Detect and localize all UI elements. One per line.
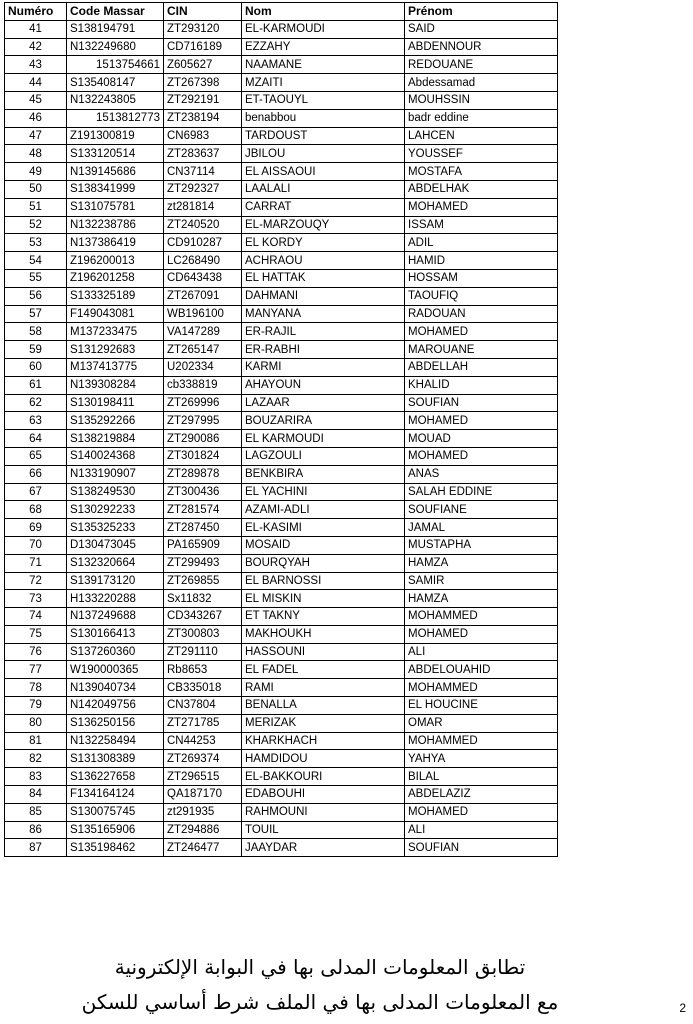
cell-prenom: RADOUAN <box>405 305 558 323</box>
table-row <box>5 519 558 537</box>
cell-code-massar: S139173120 <box>67 572 164 590</box>
cell-numero: 57 <box>5 305 67 323</box>
cell-prenom: HAMZA <box>405 590 558 608</box>
cell-numero: 50 <box>5 180 67 198</box>
cell-numero: 68 <box>5 501 67 519</box>
cell-cin: PA165909 <box>164 536 242 554</box>
cell-nom: AHAYOUN <box>242 376 405 394</box>
cell-prenom: HAMZA <box>405 554 558 572</box>
cell-numero: 44 <box>5 74 67 92</box>
cell-code-massar: N132249680 <box>67 38 164 56</box>
cell-code-massar: S135198462 <box>67 839 164 857</box>
table-row <box>5 394 558 412</box>
cell-code-massar: S136227658 <box>67 768 164 786</box>
cell-nom: RAHMOUNI <box>242 803 405 821</box>
cell-numero: 66 <box>5 465 67 483</box>
cell-cin: WB196100 <box>164 305 242 323</box>
table-row <box>5 821 558 839</box>
table-header <box>5 3 558 21</box>
cell-numero: 60 <box>5 358 67 376</box>
cell-code-massar: W190000365 <box>67 661 164 679</box>
cell-nom: EL FADEL <box>242 661 405 679</box>
cell-numero: 67 <box>5 483 67 501</box>
cell-code-massar: F134164124 <box>67 786 164 804</box>
cell-prenom: MOHAMED <box>405 412 558 430</box>
cell-cin: ZT267398 <box>164 74 242 92</box>
cell-cin: ZT292191 <box>164 91 242 109</box>
cell-nom: ET-TAOUYL <box>242 91 405 109</box>
cell-numero: 56 <box>5 287 67 305</box>
table-body <box>5 20 558 856</box>
cell-numero: 85 <box>5 803 67 821</box>
header-code-massar: Code Massar <box>67 3 164 21</box>
notice-line-2: مع المعلومات المدلى بها في الملف شرط أساسي للسكن <box>81 990 559 1014</box>
cell-code-massar: S138341999 <box>67 180 164 198</box>
cell-prenom: ISSAM <box>405 216 558 234</box>
header-prenom: Prénom <box>405 3 558 21</box>
table-row <box>5 768 558 786</box>
cell-prenom: JAMAL <box>405 519 558 537</box>
cell-numero: 78 <box>5 679 67 697</box>
cell-nom: MOSAID <box>242 536 405 554</box>
cell-numero: 52 <box>5 216 67 234</box>
cell-code-massar: F149043081 <box>67 305 164 323</box>
table-row <box>5 145 558 163</box>
cell-numero: 59 <box>5 341 67 359</box>
page-number: 2 <box>679 1001 686 1015</box>
cell-numero: 46 <box>5 109 67 127</box>
cell-numero: 41 <box>5 20 67 38</box>
cell-nom: EZZAHY <box>242 38 405 56</box>
cell-nom: benabbou <box>242 109 405 127</box>
cell-code-massar: 1513812773 <box>67 109 164 127</box>
cell-nom: EL HATTAK <box>242 269 405 287</box>
cell-nom: EL-BAKKOURI <box>242 768 405 786</box>
cell-cin: zt281814 <box>164 198 242 216</box>
table-row <box>5 269 558 287</box>
table-row <box>5 305 558 323</box>
cell-numero: 65 <box>5 447 67 465</box>
cell-numero: 79 <box>5 697 67 715</box>
table-row <box>5 74 558 92</box>
cell-numero: 80 <box>5 714 67 732</box>
cell-code-massar: 1513754661 <box>67 56 164 74</box>
table-row <box>5 608 558 626</box>
cell-code-massar: S130166413 <box>67 625 164 643</box>
table-row <box>5 447 558 465</box>
cell-numero: 45 <box>5 91 67 109</box>
cell-code-massar: N132243805 <box>67 91 164 109</box>
table-row <box>5 714 558 732</box>
cell-nom: EL-KARMOUDI <box>242 20 405 38</box>
cell-cin: Sx11832 <box>164 590 242 608</box>
cell-numero: 58 <box>5 323 67 341</box>
cell-cin: ZT281574 <box>164 501 242 519</box>
table-row <box>5 358 558 376</box>
cell-numero: 48 <box>5 145 67 163</box>
table-row <box>5 483 558 501</box>
cell-nom: NAAMANE <box>242 56 405 74</box>
cell-cin: ZT290086 <box>164 430 242 448</box>
cell-code-massar: N142049756 <box>67 697 164 715</box>
cell-cin: ZT287450 <box>164 519 242 537</box>
table-row <box>5 127 558 145</box>
cell-numero: 74 <box>5 608 67 626</box>
cell-nom: EL-MARZOUQY <box>242 216 405 234</box>
cell-code-massar: N139145686 <box>67 163 164 181</box>
cell-prenom: badr eddine <box>405 109 558 127</box>
cell-prenom: HOSSAM <box>405 269 558 287</box>
cell-prenom: MOHAMED <box>405 323 558 341</box>
table-row <box>5 590 558 608</box>
cell-cin: ZT240520 <box>164 216 242 234</box>
cell-code-massar: S131308389 <box>67 750 164 768</box>
cell-numero: 72 <box>5 572 67 590</box>
table-row <box>5 732 558 750</box>
cell-prenom: ABDELOUAHID <box>405 661 558 679</box>
table-row <box>5 38 558 56</box>
cell-nom: TOUIL <box>242 821 405 839</box>
cell-nom: MERIZAK <box>242 714 405 732</box>
table-row <box>5 234 558 252</box>
cell-cin: ZT271785 <box>164 714 242 732</box>
cell-code-massar: N132258494 <box>67 732 164 750</box>
cell-cin: ZT301824 <box>164 447 242 465</box>
cell-code-massar: S131075781 <box>67 198 164 216</box>
table-row <box>5 554 558 572</box>
cell-numero: 69 <box>5 519 67 537</box>
cell-code-massar: N137386419 <box>67 234 164 252</box>
cell-prenom: SOUFIAN <box>405 394 558 412</box>
cell-code-massar: S138249530 <box>67 483 164 501</box>
cell-numero: 53 <box>5 234 67 252</box>
cell-nom: LAGZOULI <box>242 447 405 465</box>
cell-prenom: MOSTAFA <box>405 163 558 181</box>
cell-prenom: ABDENNOUR <box>405 38 558 56</box>
cell-cin: ZT300436 <box>164 483 242 501</box>
cell-cin: zt291935 <box>164 803 242 821</box>
cell-cin: ZT246477 <box>164 839 242 857</box>
cell-numero: 42 <box>5 38 67 56</box>
cell-cin: CD716189 <box>164 38 242 56</box>
table-row <box>5 252 558 270</box>
cell-code-massar: S135325233 <box>67 519 164 537</box>
cell-prenom: SAMIR <box>405 572 558 590</box>
cell-nom: KARMI <box>242 358 405 376</box>
cell-numero: 81 <box>5 732 67 750</box>
cell-nom: BENKBIRA <box>242 465 405 483</box>
cell-prenom: OMAR <box>405 714 558 732</box>
cell-nom: BENALLA <box>242 697 405 715</box>
cell-prenom: ANAS <box>405 465 558 483</box>
cell-prenom: SALAH EDDINE <box>405 483 558 501</box>
cell-prenom: MOHAMED <box>405 803 558 821</box>
cell-numero: 83 <box>5 768 67 786</box>
cell-nom: JBILOU <box>242 145 405 163</box>
header-numero: Numéro <box>5 3 67 21</box>
cell-code-massar: Z191300819 <box>67 127 164 145</box>
cell-numero: 43 <box>5 56 67 74</box>
cell-code-massar: S130075745 <box>67 803 164 821</box>
cell-code-massar: M137233475 <box>67 323 164 341</box>
table-row <box>5 572 558 590</box>
cell-cin: CD343267 <box>164 608 242 626</box>
cell-numero: 64 <box>5 430 67 448</box>
cell-nom: BOURQYAH <box>242 554 405 572</box>
table-row <box>5 839 558 857</box>
cell-prenom: ALI <box>405 821 558 839</box>
cell-nom: ER-RABHI <box>242 341 405 359</box>
table-row <box>5 163 558 181</box>
cell-cin: ZT294886 <box>164 821 242 839</box>
cell-cin: CN44253 <box>164 732 242 750</box>
cell-cin: Z605627 <box>164 56 242 74</box>
cell-prenom: REDOUANE <box>405 56 558 74</box>
cell-numero: 86 <box>5 821 67 839</box>
cell-cin: ZT283637 <box>164 145 242 163</box>
cell-prenom: MAROUANE <box>405 341 558 359</box>
cell-numero: 47 <box>5 127 67 145</box>
table-row <box>5 180 558 198</box>
cell-cin: ZT293120 <box>164 20 242 38</box>
cell-numero: 71 <box>5 554 67 572</box>
header-row <box>5 3 558 21</box>
cell-cin: ZT300803 <box>164 625 242 643</box>
cell-cin: ZT296515 <box>164 768 242 786</box>
cell-code-massar: S136250156 <box>67 714 164 732</box>
cell-cin: cb338819 <box>164 376 242 394</box>
cell-numero: 54 <box>5 252 67 270</box>
cell-nom: RAMI <box>242 679 405 697</box>
cell-numero: 82 <box>5 750 67 768</box>
cell-nom: LAALALI <box>242 180 405 198</box>
cell-prenom: MOHAMMED <box>405 608 558 626</box>
cell-nom: MAKHOUKH <box>242 625 405 643</box>
table-row <box>5 786 558 804</box>
cell-numero: 75 <box>5 625 67 643</box>
cell-code-massar: S138194791 <box>67 20 164 38</box>
cell-code-massar: S135165906 <box>67 821 164 839</box>
cell-cin: CD643438 <box>164 269 242 287</box>
cell-prenom: MOUAD <box>405 430 558 448</box>
cell-numero: 63 <box>5 412 67 430</box>
table-row <box>5 643 558 661</box>
cell-nom: LAZAAR <box>242 394 405 412</box>
table-row <box>5 661 558 679</box>
cell-numero: 84 <box>5 786 67 804</box>
cell-prenom: BILAL <box>405 768 558 786</box>
cell-code-massar: M137413775 <box>67 358 164 376</box>
cell-prenom: ABDELLAH <box>405 358 558 376</box>
cell-numero: 73 <box>5 590 67 608</box>
cell-cin: ZT269996 <box>164 394 242 412</box>
table-row <box>5 465 558 483</box>
cell-code-massar: S131292683 <box>67 341 164 359</box>
cell-prenom: ALI <box>405 643 558 661</box>
table-row <box>5 56 558 74</box>
cell-nom: TARDOUST <box>242 127 405 145</box>
cell-nom: AZAMI-ADLI <box>242 501 405 519</box>
cell-cin: U202334 <box>164 358 242 376</box>
cell-prenom: SOUFIANE <box>405 501 558 519</box>
cell-code-massar: S137260360 <box>67 643 164 661</box>
cell-numero: 70 <box>5 536 67 554</box>
cell-nom: DAHMANI <box>242 287 405 305</box>
cell-nom: EL BARNOSSI <box>242 572 405 590</box>
cell-numero: 77 <box>5 661 67 679</box>
cell-prenom: MOHAMMED <box>405 732 558 750</box>
table-row <box>5 750 558 768</box>
cell-prenom: SAID <box>405 20 558 38</box>
cell-code-massar: S138219884 <box>67 430 164 448</box>
cell-cin: ZT289878 <box>164 465 242 483</box>
cell-cin: CN6983 <box>164 127 242 145</box>
table-row <box>5 501 558 519</box>
cell-nom: EL YACHINI <box>242 483 405 501</box>
table-row <box>5 803 558 821</box>
cell-nom: MZAITI <box>242 74 405 92</box>
header-nom: Nom <box>242 3 405 21</box>
cell-prenom: EL HOUCINE <box>405 697 558 715</box>
cell-prenom: MOHAMED <box>405 198 558 216</box>
cell-numero: 49 <box>5 163 67 181</box>
table-row <box>5 697 558 715</box>
notice-line-1: تطابق المعلومات المدلى بها في البوابة الإلكترونية <box>114 955 526 979</box>
cell-code-massar: S135292266 <box>67 412 164 430</box>
cell-code-massar: S130292233 <box>67 501 164 519</box>
table-row <box>5 536 558 554</box>
cell-code-massar: S140024368 <box>67 447 164 465</box>
student-table <box>4 2 558 857</box>
cell-nom: KHARKHACH <box>242 732 405 750</box>
table-row <box>5 376 558 394</box>
cell-prenom: ADIL <box>405 234 558 252</box>
cell-prenom: TAOUFIQ <box>405 287 558 305</box>
table-row <box>5 341 558 359</box>
table-row <box>5 625 558 643</box>
cell-nom: EL KARMOUDI <box>242 430 405 448</box>
table-row <box>5 412 558 430</box>
cell-code-massar: S132320664 <box>67 554 164 572</box>
cell-nom: EDABOUHI <box>242 786 405 804</box>
cell-cin: CN37114 <box>164 163 242 181</box>
table-row <box>5 198 558 216</box>
cell-nom: BOUZARIRA <box>242 412 405 430</box>
cell-prenom: ABDELHAK <box>405 180 558 198</box>
cell-prenom: YAHYA <box>405 750 558 768</box>
cell-numero: 51 <box>5 198 67 216</box>
table-row <box>5 287 558 305</box>
cell-code-massar: S133325189 <box>67 287 164 305</box>
cell-cin: ZT292327 <box>164 180 242 198</box>
cell-cin: ZT265147 <box>164 341 242 359</box>
cell-numero: 55 <box>5 269 67 287</box>
cell-cin: ZT267091 <box>164 287 242 305</box>
cell-numero: 62 <box>5 394 67 412</box>
cell-numero: 76 <box>5 643 67 661</box>
cell-prenom: MOHAMMED <box>405 679 558 697</box>
cell-cin: ZT299493 <box>164 554 242 572</box>
cell-nom: EL-KASIMI <box>242 519 405 537</box>
cell-cin: ZT291110 <box>164 643 242 661</box>
cell-prenom: Abdessamad <box>405 74 558 92</box>
cell-prenom: MOUHSSIN <box>405 91 558 109</box>
cell-cin: ZT297995 <box>164 412 242 430</box>
cell-prenom: YOUSSEF <box>405 145 558 163</box>
cell-code-massar: D130473045 <box>67 536 164 554</box>
cell-code-massar: N137249688 <box>67 608 164 626</box>
cell-cin: ZT269374 <box>164 750 242 768</box>
cell-numero: 87 <box>5 839 67 857</box>
cell-nom: ER-RAJIL <box>242 323 405 341</box>
table-row <box>5 216 558 234</box>
cell-cin: Rb8653 <box>164 661 242 679</box>
cell-code-massar: N139040734 <box>67 679 164 697</box>
cell-prenom: MOHAMED <box>405 447 558 465</box>
table-row <box>5 91 558 109</box>
cell-prenom: SOUFIAN <box>405 839 558 857</box>
cell-nom: CARRAT <box>242 198 405 216</box>
table-row <box>5 430 558 448</box>
cell-prenom: KHALID <box>405 376 558 394</box>
cell-code-massar: N133190907 <box>67 465 164 483</box>
cell-nom: EL MISKIN <box>242 590 405 608</box>
header-cin: CIN <box>164 3 242 21</box>
cell-nom: MANYANA <box>242 305 405 323</box>
cell-prenom: ABDELAZIZ <box>405 786 558 804</box>
cell-prenom: LAHCEN <box>405 127 558 145</box>
cell-nom: ACHRAOU <box>242 252 405 270</box>
cell-cin: ZT238194 <box>164 109 242 127</box>
cell-cin: CD910287 <box>164 234 242 252</box>
cell-nom: HAMDIDOU <box>242 750 405 768</box>
cell-prenom: MOHAMED <box>405 625 558 643</box>
cell-nom: HASSOUNI <box>242 643 405 661</box>
cell-code-massar: Z196200013 <box>67 252 164 270</box>
table-row <box>5 323 558 341</box>
cell-code-massar: S133120514 <box>67 145 164 163</box>
cell-code-massar: S135408147 <box>67 74 164 92</box>
cell-cin: LC268490 <box>164 252 242 270</box>
cell-cin: CN37804 <box>164 697 242 715</box>
table-row <box>5 20 558 38</box>
cell-nom: EL AISSAOUI <box>242 163 405 181</box>
cell-numero: 61 <box>5 376 67 394</box>
cell-nom: EL KORDY <box>242 234 405 252</box>
cell-code-massar: S130198411 <box>67 394 164 412</box>
cell-nom: ET TAKNY <box>242 608 405 626</box>
table-row <box>5 109 558 127</box>
cell-prenom: HAMID <box>405 252 558 270</box>
cell-code-massar: H133220288 <box>67 590 164 608</box>
cell-nom: JAAYDAR <box>242 839 405 857</box>
cell-code-massar: N139308284 <box>67 376 164 394</box>
cell-code-massar: Z196201258 <box>67 269 164 287</box>
cell-cin: ZT269855 <box>164 572 242 590</box>
cell-cin: QA187170 <box>164 786 242 804</box>
cell-cin: CB335018 <box>164 679 242 697</box>
table-row <box>5 679 558 697</box>
cell-cin: VA147289 <box>164 323 242 341</box>
cell-code-massar: N132238786 <box>67 216 164 234</box>
cell-prenom: MUSTAPHA <box>405 536 558 554</box>
